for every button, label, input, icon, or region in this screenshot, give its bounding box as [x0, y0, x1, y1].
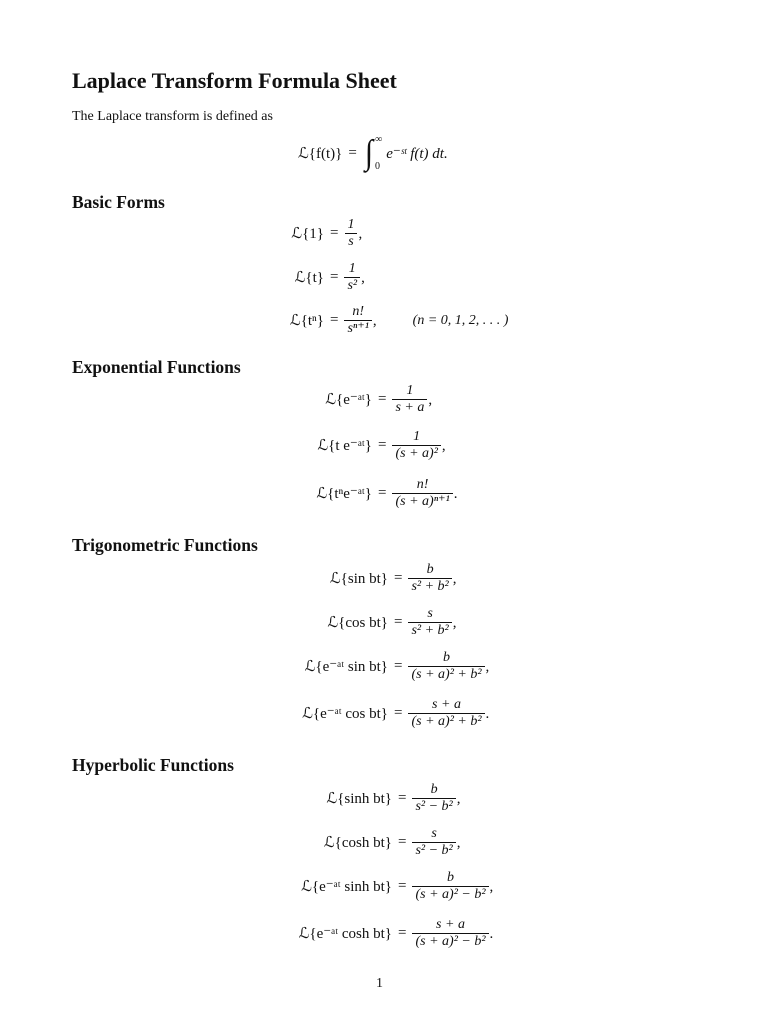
denominator: (s + a)² — [392, 445, 440, 462]
formula-row — [268, 607, 457, 638]
punctuation: . — [453, 486, 458, 503]
formula-row — [268, 698, 489, 729]
formula-lhs: ℒ{cosh bt} — [323, 835, 392, 852]
denominator: s² — [344, 277, 360, 294]
fraction — [408, 607, 451, 638]
intro-text: The Laplace transform is defined as — [72, 109, 273, 124]
denominator: sⁿ⁺¹ — [344, 320, 371, 337]
numerator: n! — [416, 477, 429, 492]
numerator: b — [426, 562, 434, 577]
denominator: s — [345, 233, 356, 250]
equals-sign: = — [330, 269, 339, 286]
formula-row — [260, 218, 362, 249]
denominator: (s + a)² − b² — [412, 933, 488, 950]
formula-row — [280, 430, 446, 461]
formula-lhs: ℒ{tⁿ} — [289, 313, 324, 330]
page-number: 1 — [376, 976, 383, 991]
punctuation: . — [489, 926, 494, 943]
equals-sign: = — [348, 144, 357, 161]
equals-sign: = — [394, 614, 403, 631]
denominator: (s + a)² − b² — [412, 886, 488, 903]
formula-row — [260, 305, 508, 336]
formula-lhs: ℒ{tⁿe⁻ᵃᵗ} — [316, 486, 372, 503]
integral-upper: ∞ — [375, 134, 383, 145]
denominator: s² + b² — [408, 622, 451, 639]
punctuation: , — [456, 835, 461, 852]
section-heading-exponential: Exponential Functions — [72, 357, 241, 377]
fraction — [412, 918, 488, 949]
page-title: Laplace Transform Formula Sheet — [72, 68, 397, 93]
formula-lhs: ℒ{e⁻ᵃᵗ cosh bt} — [298, 926, 392, 943]
numerator: s + a — [432, 697, 461, 712]
equals-sign: = — [330, 312, 339, 329]
numerator: b — [443, 650, 450, 665]
denominator: (s + a)² + b² — [408, 666, 484, 683]
denominator: s² − b² — [412, 798, 455, 815]
formula-lhs: ℒ{t} — [294, 270, 324, 287]
formula-row — [264, 918, 493, 949]
equals-sign: = — [378, 485, 387, 502]
punctuation: , — [452, 615, 457, 632]
equals-sign: = — [398, 878, 407, 895]
equals-sign: = — [398, 834, 407, 851]
formula-row — [280, 478, 457, 509]
fraction — [344, 305, 371, 336]
integral-lower: 0 — [375, 161, 381, 172]
fraction — [392, 478, 452, 509]
denominator: (s + a)ⁿ⁺¹ — [392, 493, 452, 510]
punctuation: , — [485, 659, 490, 676]
condition-note: (n = 0, 1, 2, . . . ) — [412, 312, 509, 328]
formula-lhs: ℒ{1} — [291, 226, 324, 243]
integral-limits — [375, 134, 382, 172]
integrand: e⁻ˢᵗ f(t) dt. — [386, 145, 448, 162]
fraction — [344, 218, 357, 249]
formula-lhs: ℒ{sinh bt} — [326, 791, 392, 808]
formula-row — [264, 827, 461, 858]
numerator: 1 — [406, 383, 414, 398]
formula-lhs: ℒ{e⁻ᵃᵗ} — [325, 392, 372, 409]
punctuation: , — [361, 270, 365, 287]
formula-lhs: ℒ{t e⁻ᵃᵗ} — [317, 438, 372, 455]
equals-sign: = — [394, 658, 403, 675]
equals-sign: = — [330, 225, 339, 242]
punctuation: , — [372, 313, 377, 330]
numerator: 1 — [347, 217, 355, 232]
definition-formula — [298, 134, 448, 172]
punctuation: , — [489, 879, 494, 896]
equals-sign: = — [394, 705, 403, 722]
fraction — [408, 651, 484, 682]
equals-sign: = — [398, 925, 407, 942]
denominator: s + a — [392, 399, 427, 416]
punctuation: , — [358, 226, 363, 243]
integral-sign: ∫ — [364, 133, 374, 172]
denominator: s² − b² — [412, 842, 455, 859]
fraction — [392, 430, 440, 461]
punctuation: , — [428, 392, 433, 409]
numerator: 1 — [348, 261, 356, 276]
section-heading-basic: Basic Forms — [72, 192, 165, 212]
formula-row — [264, 783, 461, 814]
numerator: b — [447, 870, 454, 885]
numerator: n! — [352, 304, 365, 319]
section-heading-trig: Trigonometric Functions — [72, 535, 258, 555]
formula-lhs: ℒ{cos bt} — [327, 615, 388, 632]
formula-row — [268, 651, 489, 682]
punctuation: , — [456, 791, 461, 808]
fraction — [344, 262, 360, 293]
numerator: s — [431, 826, 437, 841]
formula-lhs: ℒ{e⁻ᵃᵗ sinh bt} — [301, 879, 392, 896]
fraction — [412, 783, 455, 814]
numerator: b — [430, 782, 438, 797]
equals-sign: = — [398, 790, 407, 807]
denominator: (s + a)² + b² — [408, 713, 484, 730]
denominator: s² + b² — [408, 578, 451, 595]
fraction — [392, 384, 427, 415]
punctuation: , — [441, 438, 446, 455]
formula-row — [260, 262, 365, 293]
equals-sign: = — [394, 570, 403, 587]
fraction — [408, 698, 484, 729]
definition-lhs: ℒ{f(t)} — [298, 145, 343, 162]
numerator: 1 — [413, 429, 421, 444]
equals-sign: = — [378, 437, 387, 454]
fraction — [412, 827, 455, 858]
numerator: s — [427, 606, 433, 621]
fraction — [412, 871, 488, 902]
formula-lhs: ℒ{sin bt} — [329, 571, 388, 588]
punctuation: . — [485, 706, 490, 723]
punctuation: , — [452, 571, 457, 588]
fraction — [408, 563, 451, 594]
formula-lhs: ℒ{e⁻ᵃᵗ sin bt} — [304, 659, 388, 676]
formula-row — [268, 563, 457, 594]
formula-row — [264, 871, 493, 902]
numerator: s + a — [436, 917, 465, 932]
section-heading-hyperbolic: Hyperbolic Functions — [72, 755, 234, 775]
formula-lhs: ℒ{e⁻ᵃᵗ cos bt} — [302, 706, 388, 723]
equals-sign: = — [378, 391, 387, 408]
formula-row — [280, 384, 432, 415]
